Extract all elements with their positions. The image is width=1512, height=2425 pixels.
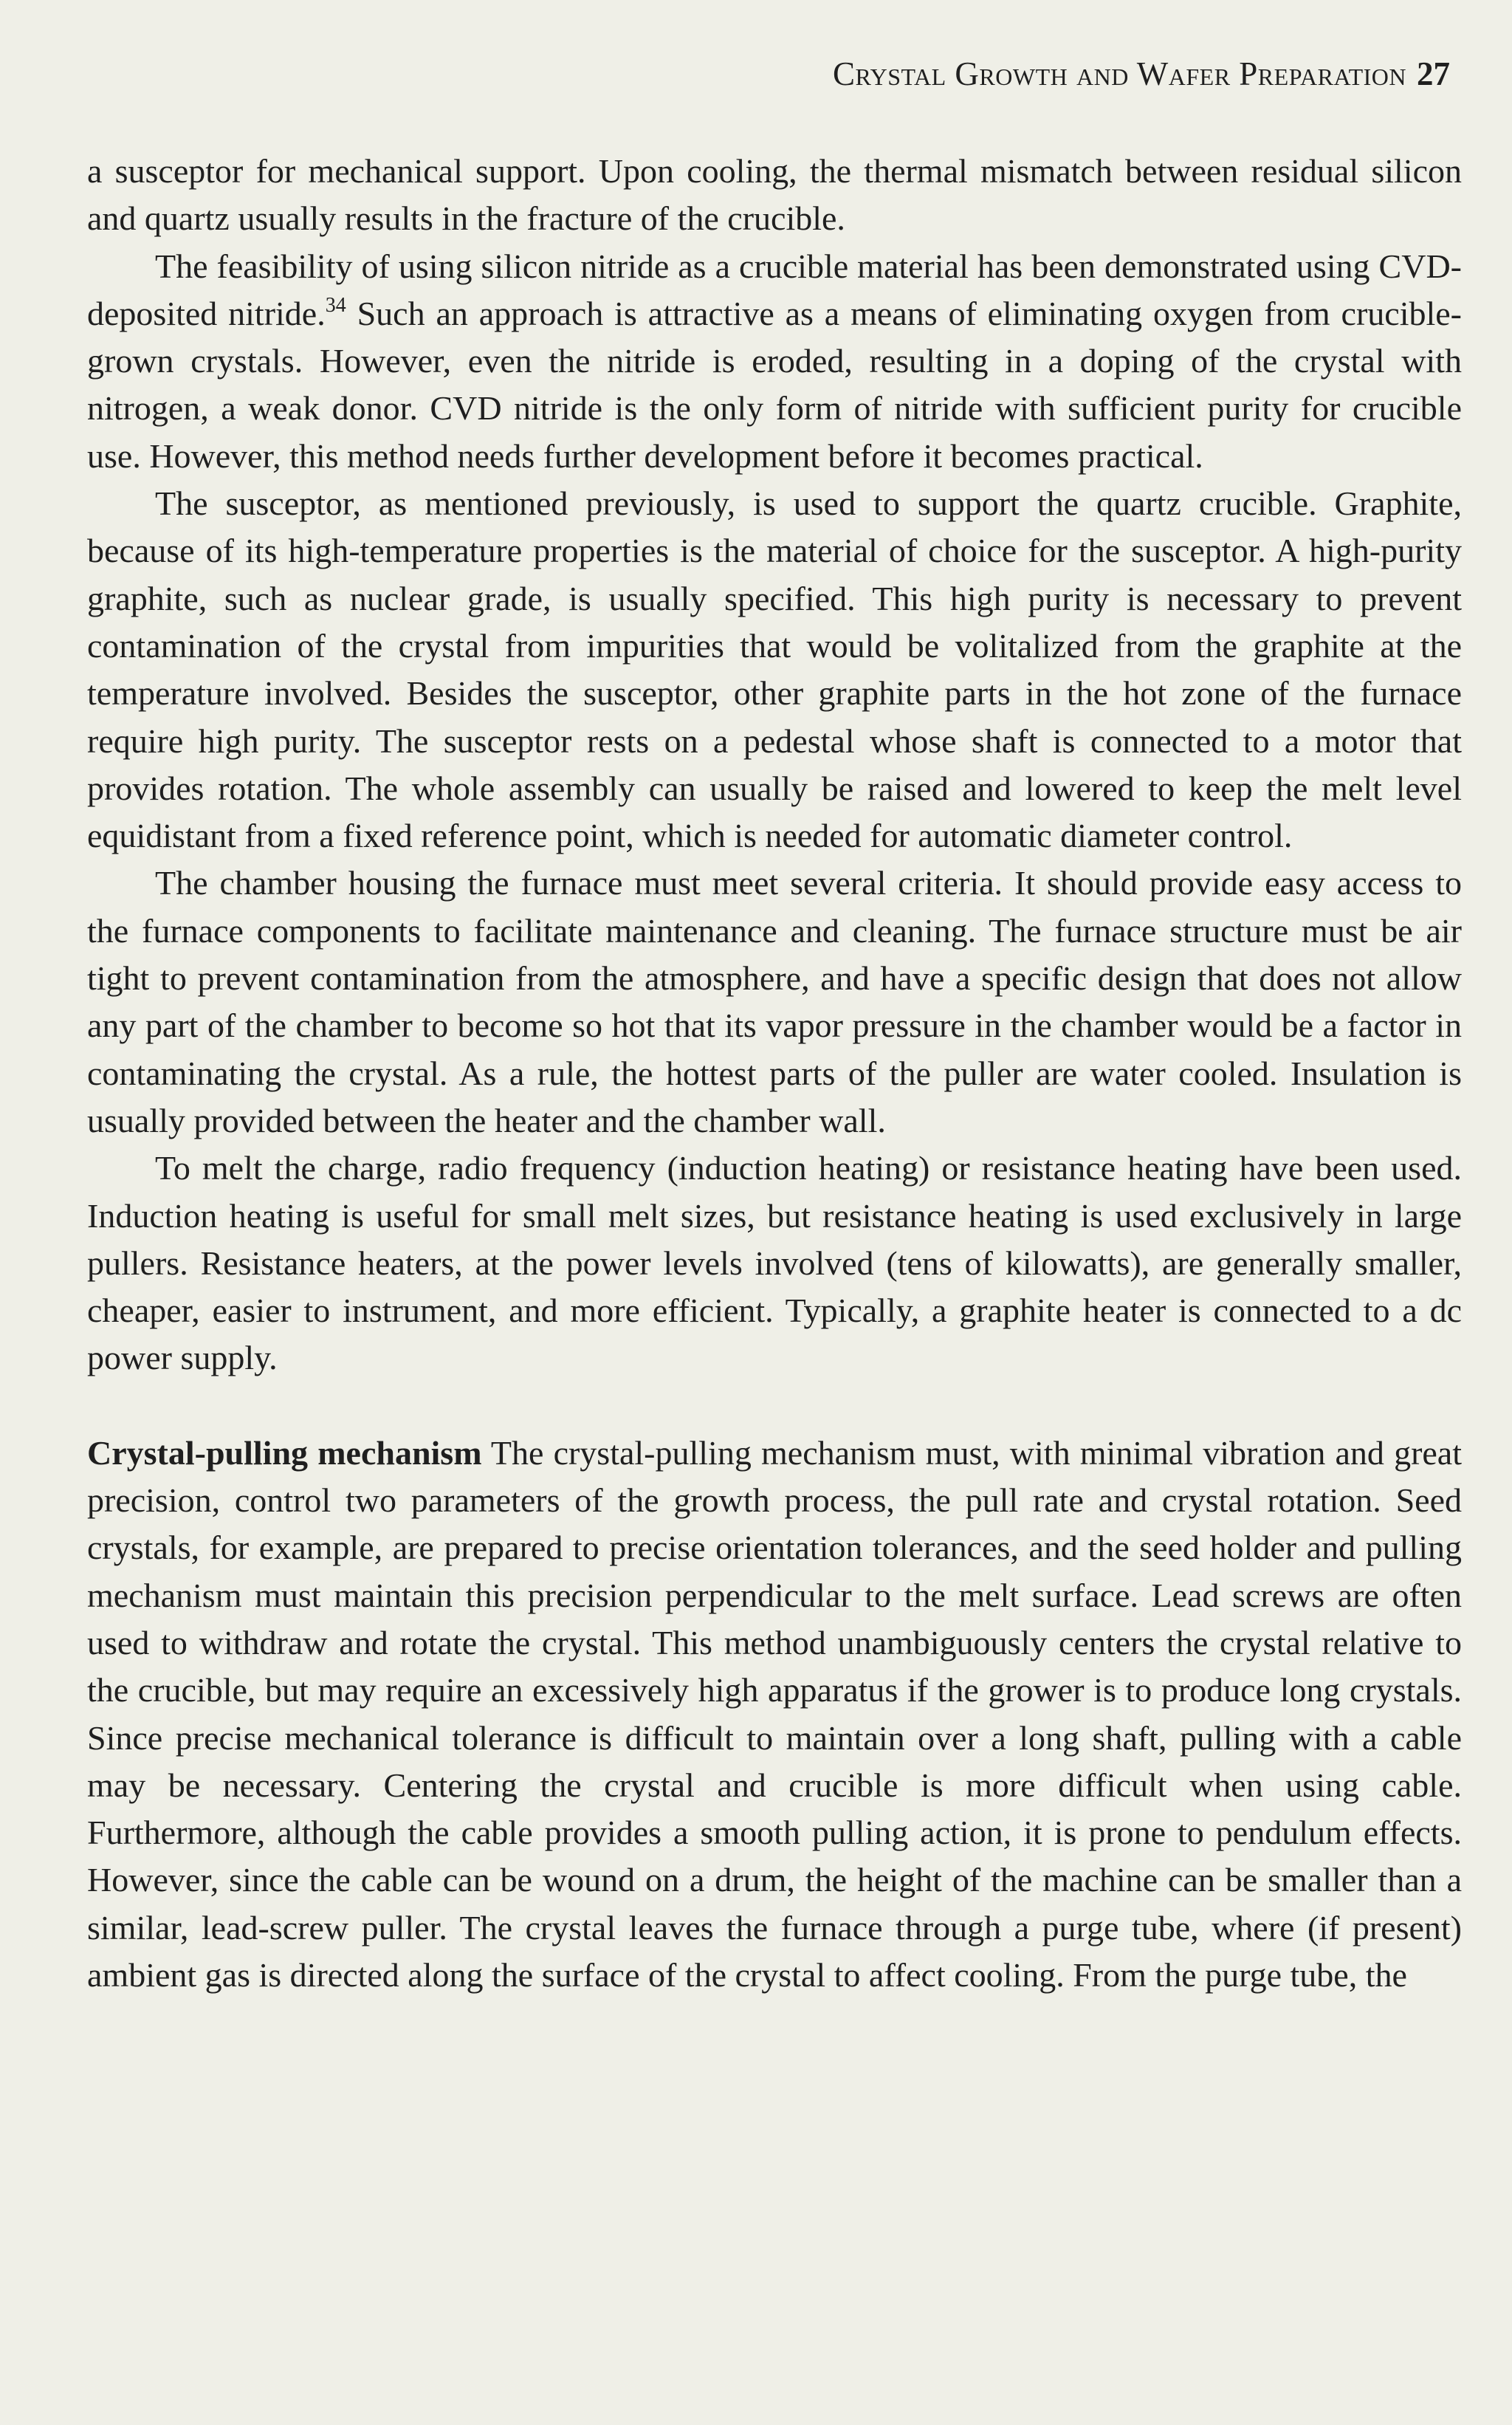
page-number: 27 bbox=[1417, 55, 1450, 92]
paragraph-text: Such an approach is attractive as a means of eliminating oxygen from crucible-grown crystals. However, even the nitride is eroded, resulting in a doping of the crystal with nitrogen, a weak donor. CVD nitride is the only form of nitride with sufficient purity for crucible use. However, this method needs further development before it becomes practical. bbox=[87, 294, 1462, 475]
paragraph-text: The chamber housing the furnace must meet several criteria. It should provide easy access to the furnace components to facilitate maintenance and cleaning. The furnace structure must be air tight to prevent contamination from the atmosphere, and have a specific design that does not allow any part of the chamber to become so hot that its vapor pressure in the chamber would be a factor in contaminating the crystal. As a rule, the hottest parts of the puller are water cooled. Insulation is usually provided between the heater and the chamber wall. bbox=[87, 864, 1462, 1139]
section-text: The crystal-pulling mechanism must, with minimal vibration and great precision, control two parameters of the growth process, the pull rate and crystal rotation. Seed crystals, for example, are prepared to precise orientation tolerances, and the seed holder and pulling mechanism must maintain this precision perpendicular to the melt surface. Lead screws are often used to withdraw and rotate the crystal. This method unambiguously centers the crystal relative to the crucible, but may require an excessively high apparatus if the grower is to produce long crystals. Since precise mechanical tolerance is difficult to maintain over a long shaft, pulling with a cable may be necessary. Centering the crystal and crucible is more difficult when using cable. Furthermore, although the cable provides a smooth pulling action, it is prone to pendulum effects. However, since the cable can be wound on a drum, the height of the machine can be smaller than a similar, lead-screw puller. The crystal leaves the furnace through a purge tube, where (if present) ambient gas is directed along the surface of the crystal to affect cooling. From the purge tube, the bbox=[87, 1433, 1463, 1994]
paragraph-heating bbox=[87, 1145, 1462, 1382]
paragraph-chamber bbox=[87, 860, 1462, 1145]
paragraph-text: The feasibility of using silicon nitride as a crucible material has been demonstrated using CVD-deposited nitride. bbox=[87, 247, 1462, 332]
paragraph-susceptor bbox=[87, 480, 1462, 860]
paragraph-silicon-nitride bbox=[87, 243, 1462, 480]
paragraph-text: The susceptor, as mentioned previously, is used to support the quartz crucible. Graphite, because of its high-temperature properties is the material of choice for the susceptor. A high-purity graphite, such as nuclear grade, is usually specified. This high purity is necessary to prevent contamination of the crystal from impurities that would be volitalized from the graphite at the temperature involved. Besides the susceptor, other graphite parts in the hot zone of the furnace require high purity. The susceptor rests on a pedestal whose shaft is connected to a motor that provides rotation. The whole assembly can usually be raised and lowered to keep the melt level equidistant from a fixed reference point, which is needed for automatic diameter control. bbox=[87, 484, 1462, 855]
running-head bbox=[89, 53, 1450, 95]
reference-marker: 34 bbox=[325, 293, 346, 317]
section-crystal-pulling bbox=[87, 1430, 1462, 2000]
section-heading: Crystal-pulling mechanism bbox=[87, 1433, 482, 1472]
paragraph-text: To melt the charge, radio frequency (induction heating) or resistance heating have been used. Induction heating is useful for small melt sizes, but resistance heating is used exclusively in large pullers. Resistance heaters, at the power levels involved (tens of kilowatts), are generally smaller, cheaper, easier to instrument, and more efficient. Typically, a graphite heater is connected to a dc power supply. bbox=[87, 1149, 1462, 1377]
paragraph-text: a susceptor for mechanical support. Upon cooling, the thermal mismatch between residual silicon and quartz usually results in the fracture of the crucible. bbox=[87, 152, 1462, 238]
paragraph-continued bbox=[87, 148, 1462, 243]
body-text bbox=[87, 148, 1462, 1999]
running-head-title: Crystal Growth and Wafer Preparation bbox=[833, 55, 1406, 92]
